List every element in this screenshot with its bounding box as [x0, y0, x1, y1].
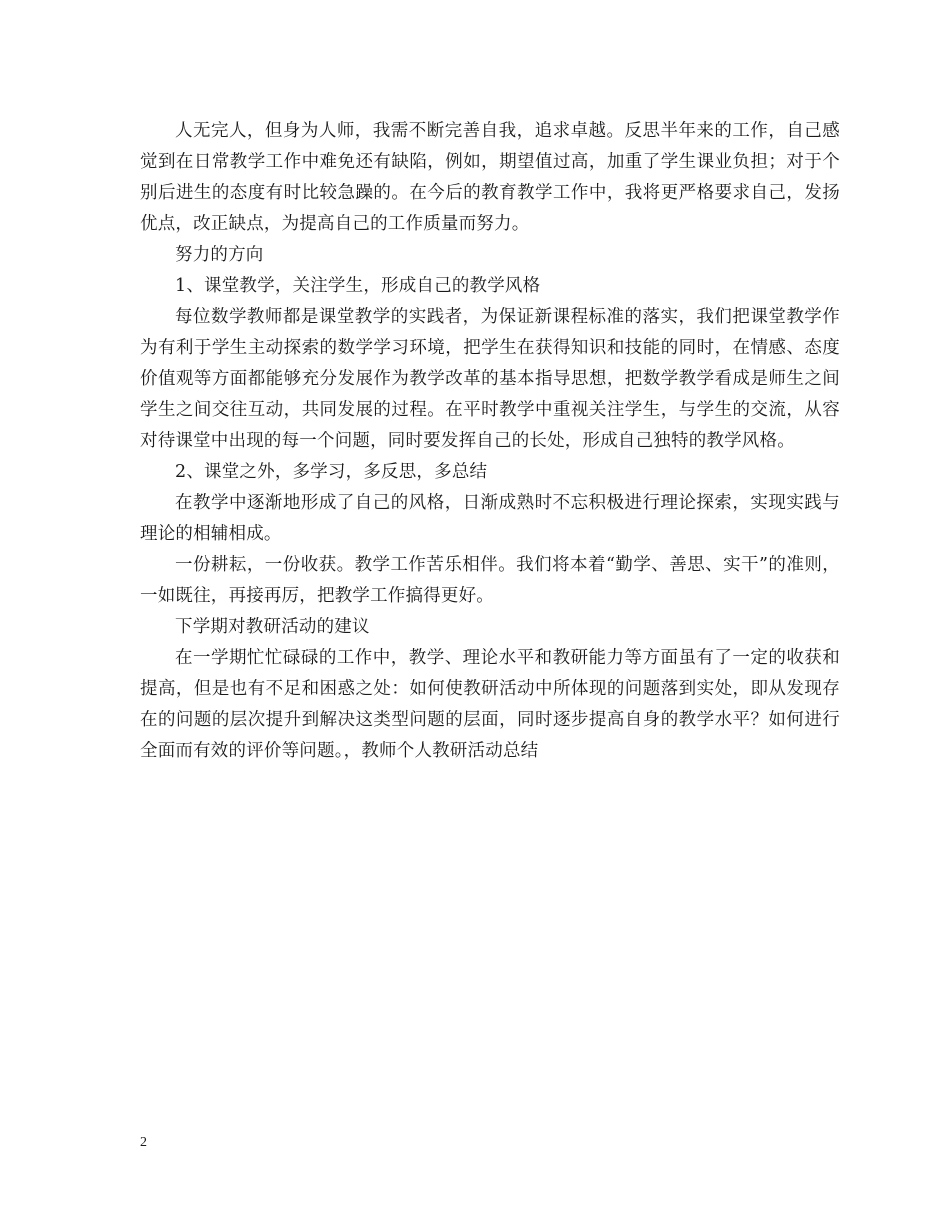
paragraph-suggestions: 在一学期忙忙碌碌的工作中，教学、理论水平和教研能力等方面虽有了一定的收获和提高，但是也有不足和困惑之处：如何使教研活动中所体现的问题落到实处，即从发现存在的问题的层次提升到解决这类型问题的层面，同时逐步提高自身的教学水平？如何进行全面而有效的评价等问题。，教师个人教研活动总结 [140, 648, 840, 761]
paragraph-theory-practice: 在教学中逐渐地形成了自己的风格，日渐成熟时不忘积极进行理论探索，实现实践与理论的相辅相成。 [140, 493, 840, 544]
heading-effort-direction: 努力的方向 [175, 245, 264, 265]
heading-classroom-teaching: 1、课堂教学，关注学生，形成自己的教学风格 [175, 276, 541, 296]
document-body [140, 116, 840, 767]
paragraph-self-reflection: 人无完人，但身为人师，我需不断完善自我，追求卓越。反思半年来的工作，自己感觉到在日常教学工作中难免还有缺陷，例如，期望值过高，加重了学生课业负担；对于个别后进生的态度有时比较急躁的。在今后的教育教学工作中，我将更严格要求自己，发扬优点，改正缺点，为提高自己的工作质量而努力。 [140, 121, 840, 234]
heading-next-term-suggestions: 下学期对教研活动的建议 [175, 617, 370, 637]
paragraph-classroom-teaching: 每位数学教师都是课堂教学的实践者，为保证新课程标准的落实，我们把课堂教学作为有利于学生主动探索的数学学习环境，把学生在获得知识和技能的同时，在情感、态度价值观等方面都能够充分发展作为教学改革的基本指导思想，把数学教学看成是师生之间学生之间交往互动，共同发展的过程。在平时教学中重视关注学生，与学生的交流，从容对待课堂中出现的每一个问题，同时要发挥自己的长处，形成自己独特的教学风格。 [140, 307, 840, 451]
heading-outside-classroom: 2、课堂之外，多学习，多反思，多总结 [175, 462, 488, 482]
page-number: 2 [140, 1135, 147, 1150]
paragraph-harvest: 一份耕耘，一份收获。教学工作苦乐相伴。我们将本着“勤学、善思、实干”的准则，一如既往，再接再厉，把教学工作搞得更好。 [140, 555, 840, 606]
